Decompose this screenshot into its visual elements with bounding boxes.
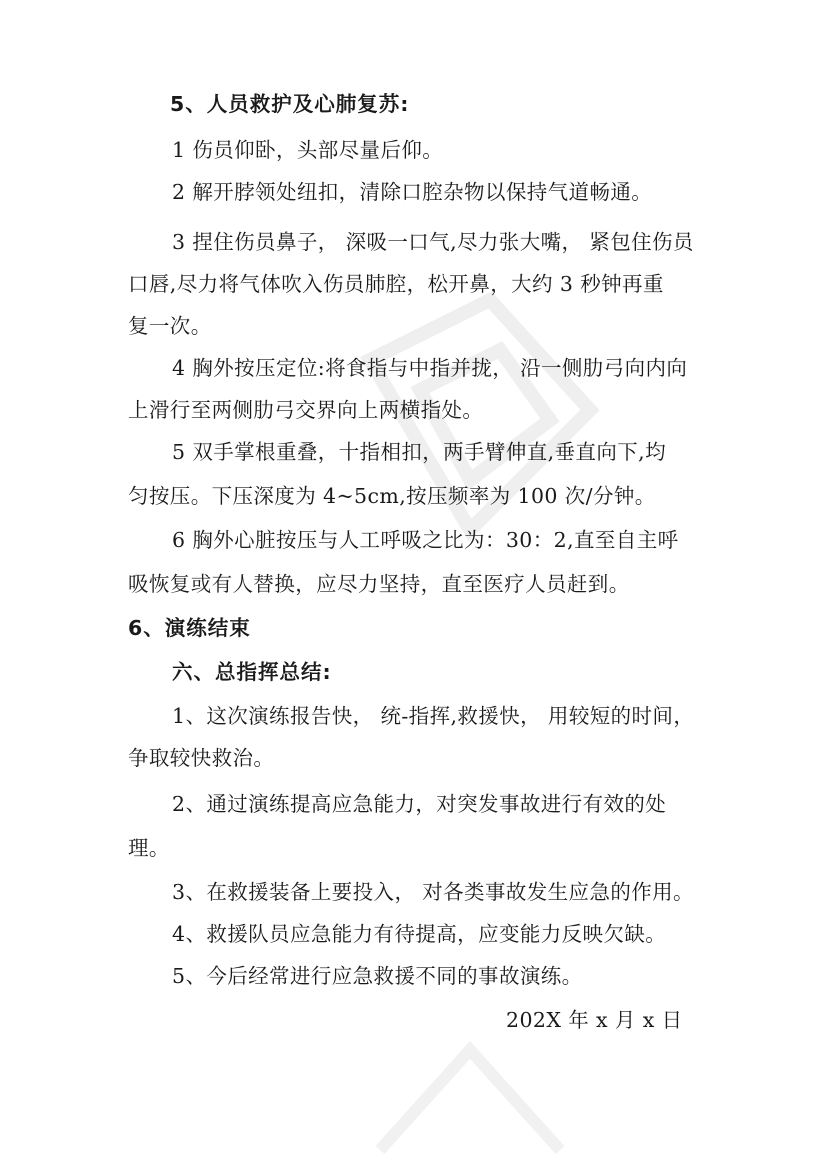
summary-item-4: 4、救援队员应急能力有待提高，应变能力反映欠缺。 [172, 922, 667, 946]
summary-item-5: 5、今后经常进行应急救援不同的事故演练。 [172, 964, 583, 988]
summary-item-1-line-1: 1、这次演练报告快， 统-指挥,救援快， 用较短的时间， [172, 704, 695, 728]
document-date: 202X 年 x 月 x 日 [506, 1008, 683, 1032]
step-3-line-2: 口唇,尽力将气体吹入伤员肺腔，松开鼻，大约 3 秒钟再重 [128, 272, 664, 296]
step-3-line-1: 3 捏住伤员鼻子， 深吸一口气,尽力张大嘴， 紧包住伤员 [172, 230, 694, 254]
summary-heading: 六、总指挥总结: [172, 660, 332, 684]
step-6-line-2: 吸恢复或有人替换，应尽力坚持，直至医疗人员赶到。 [128, 572, 630, 596]
summary-item-1-line-2: 争取较快救治。 [128, 746, 275, 770]
step-6-line-1: 6 胸外心脏按压与人工呼吸之比为：30：2,直至自主呼 [172, 528, 679, 552]
section6-heading: 6、演练结束 [128, 616, 251, 640]
step-2: 2 解开脖领处纽扣，清除口腔杂物以保持气道畅通。 [172, 180, 653, 204]
step-5-line-2: 匀按压。下压深度为 4~5cm,按压频率为 100 次/分钟。 [128, 484, 656, 508]
summary-item-3: 3、在救援装备上要投入， 对各类事故发生应急的作用。 [172, 880, 694, 904]
step-4-line-2: 上滑行至两侧肋弓交界向上两横指处。 [128, 398, 484, 422]
step-1: 1 伤员仰卧，头部尽量后仰。 [172, 138, 444, 162]
step-3-line-3: 复一次。 [128, 314, 212, 338]
watermark-fragment-icon [360, 1030, 580, 1170]
summary-item-2-line-2: 理。 [128, 836, 170, 860]
section5-heading: 5、人员救护及心肺复苏: [170, 92, 410, 116]
summary-item-2-line-1: 2、通过演练提高应急能力，对突发事故进行有效的处 [172, 792, 667, 816]
step-4-line-1: 4 胸外按压定位:将食指与中指并拢， 沿一侧肋弓向内向 [172, 356, 688, 380]
step-5-line-1: 5 双手掌根重叠，十指相扣，两手臂伸直,垂直向下,均 [172, 440, 666, 464]
